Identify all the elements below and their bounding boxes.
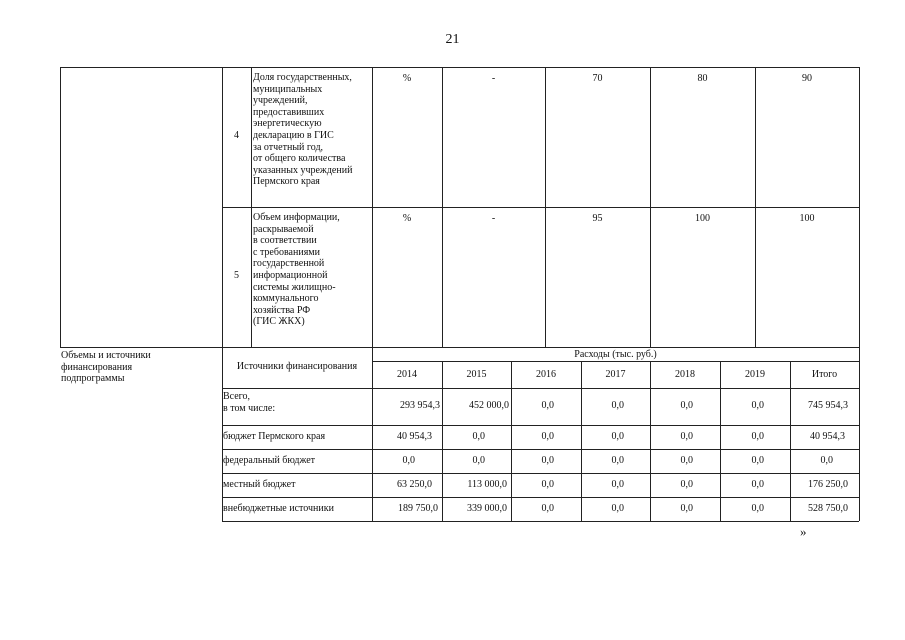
finance-cell: 0,0 <box>680 431 693 442</box>
year-header: 2016 <box>536 369 556 380</box>
year-header: 2018 <box>675 369 695 380</box>
indicator-number: 4 <box>234 130 239 141</box>
finance-row-label: внебюджетные источники <box>223 503 334 514</box>
year-header: 2015 <box>466 369 487 380</box>
finance-cell: 0,0 <box>611 503 624 514</box>
finance-cell: 40 954,3 <box>810 431 845 442</box>
finance-cell: 0,0 <box>680 479 693 490</box>
finance-cell: 0,0 <box>472 431 485 442</box>
total-header: Итого <box>811 369 838 380</box>
finance-cell: 339 000,0 <box>467 503 507 514</box>
indicator-value: 80 <box>697 73 708 84</box>
finance-cell: 176 250,0 <box>808 479 848 490</box>
finance-cell: 0,0 <box>751 431 764 442</box>
indicator-unit: % <box>402 73 412 84</box>
indicator-value: 90 <box>802 73 812 84</box>
finance-cell: 0,0 <box>680 503 693 514</box>
indicator-value: - <box>491 213 496 224</box>
closing-quote: » <box>800 524 807 539</box>
year-header: 2017 <box>605 369 626 380</box>
sources-header: Источники финансирования <box>236 361 358 372</box>
year-header: 2014 <box>397 369 417 380</box>
indicator-value: - <box>491 73 496 84</box>
finance-cell: 293 954,3 <box>400 400 440 411</box>
year-header: 2019 <box>745 369 765 380</box>
finance-cell: 0,0 <box>611 479 624 490</box>
finance-row-label: бюджет Пермского края <box>223 431 326 442</box>
finance-cell: 113 000,0 <box>467 479 507 490</box>
finance-cell: 40 954,3 <box>397 431 432 442</box>
indicator-unit: % <box>402 213 412 224</box>
finance-cell: 452 000,0 <box>469 400 509 411</box>
finance-cell: 0,0 <box>680 400 693 411</box>
expenses-header: Расходы (тыс. руб.) <box>574 349 657 360</box>
finance-cell: 0,0 <box>541 503 554 514</box>
finance-cell: 0,0 <box>541 479 554 490</box>
finance-cell: 0,0 <box>751 503 764 514</box>
finance-cell: 0,0 <box>541 400 554 411</box>
finance-cell: 0,0 <box>680 455 693 466</box>
finance-cell: 0,0 <box>611 400 624 411</box>
finance-row-label: Всего, в том числе: <box>223 391 276 414</box>
finance-cell: 0,0 <box>751 400 764 411</box>
finance-section-label: Объемы и источники финансирования подпрограммы <box>61 350 151 385</box>
indicator-name: Объем информации, раскрываемой в соответствии с требованиями государственной информационной системы жилищно- коммунального хозяйства РФ (ГИС ЖКХ) <box>253 212 340 328</box>
indicator-value: 100 <box>799 213 815 224</box>
finance-row-label: федеральный бюджет <box>223 455 316 466</box>
finance-cell: 0,0 <box>541 431 554 442</box>
finance-cell: 0,0 <box>820 455 833 466</box>
finance-cell: 0,0 <box>751 455 764 466</box>
indicator-name: Доля государственных, муниципальных учреждений, предоставивших энергетическую декларацию в ГИС за отчетный год, от общего количества указанных учреждений Пермского края <box>253 72 353 188</box>
indicator-value: 70 <box>592 73 603 84</box>
page-number: 21 <box>445 32 460 47</box>
finance-cell: 0,0 <box>472 455 485 466</box>
indicator-number: 5 <box>234 270 239 281</box>
finance-cell: 0,0 <box>751 479 764 490</box>
finance-cell: 63 250,0 <box>397 479 432 490</box>
finance-cell: 0,0 <box>611 455 624 466</box>
finance-cell: 0,0 <box>541 455 554 466</box>
finance-row-label: местный бюджет <box>223 479 296 490</box>
indicator-value: 100 <box>695 213 710 224</box>
indicator-value: 95 <box>592 213 603 224</box>
finance-cell: 528 750,0 <box>808 503 848 514</box>
finance-cell: 189 750,0 <box>398 503 438 514</box>
finance-cell: 0,0 <box>402 455 415 466</box>
finance-cell: 745 954,3 <box>808 400 848 411</box>
finance-cell: 0,0 <box>611 431 624 442</box>
